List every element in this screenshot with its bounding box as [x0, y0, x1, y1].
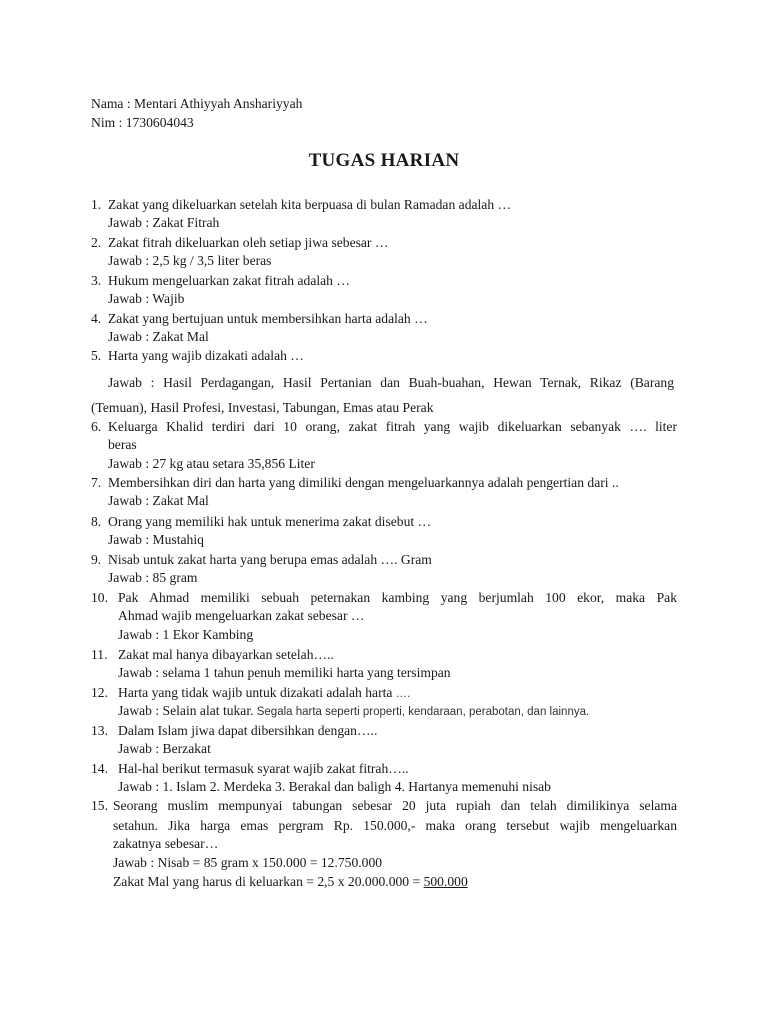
- answer-text: Jawab : 1. Islam 2. Merdeka 3. Berakal dan baligh 4. Hartanya memenuhi nisab: [118, 779, 551, 794]
- question-number: 1.: [91, 197, 102, 212]
- question-text: Zakat yang dikeluarkan setelah kita berpuasa di bulan Ramadan adalah …: [108, 197, 512, 212]
- question-text: Dalam Islam jiwa dapat dibersihkan dengan…..: [118, 723, 378, 738]
- answer-text-continued: (Temuan), Hasil Profesi, Investasi, Tabungan, Emas atau Perak: [91, 400, 434, 415]
- answer-text: Jawab : Hasil Perdagangan, Hasil Pertanian dan Buah-buahan, Hewan Ternak, Rikaz (Barang: [108, 375, 674, 390]
- answer-text: Jawab : 1 Ekor Kambing: [118, 627, 254, 642]
- question-text: Hal-hal berikut termasuk syarat wajib zakat fitrah…..: [118, 761, 409, 776]
- question-number: 8.: [91, 514, 102, 529]
- answer-calculation: [113, 873, 468, 891]
- answer-text: Jawab : 85 gram: [108, 570, 198, 585]
- student-name: Nama : Mentari Athiyyah Anshariyyah: [91, 96, 303, 111]
- question-text-continued: setahun. Jika harga emas pergram Rp. 150.000,- maka orang tersebut wajib mengeluarkan: [113, 818, 677, 833]
- answer-text: Jawab : 2,5 kg / 3,5 liter beras: [108, 253, 272, 268]
- calculation-formula: Zakat Mal yang harus di keluarkan = 2,5 x 20.000.000 =: [113, 874, 424, 889]
- question-text-continued: beras: [108, 437, 137, 452]
- answer-text: Jawab : Zakat Fitrah: [108, 215, 220, 230]
- question-text: Pak Ahmad memiliki sebuah peternakan kambing yang berjumlah 100 ekor, maka Pak: [118, 590, 677, 605]
- question-number: 5.: [91, 348, 102, 363]
- question-text: [118, 684, 410, 703]
- question-number: 2.: [91, 235, 102, 250]
- question-text: Hukum mengeluarkan zakat fitrah adalah …: [108, 273, 350, 288]
- question-number: 15.: [91, 798, 108, 813]
- answer-main: Jawab : Selain alat tukar.: [118, 703, 254, 718]
- answer-text: Jawab : Mustahiq: [108, 532, 204, 547]
- question-number: 6.: [91, 419, 102, 434]
- question-number: 14.: [91, 761, 108, 776]
- question-number: 3.: [91, 273, 102, 288]
- question-text: Seorang muslim mempunyai tabungan sebesar 20 juta rupiah dan telah dimilikinya selama: [113, 798, 677, 813]
- question-number: 9.: [91, 552, 102, 567]
- question-number: 11.: [91, 647, 108, 662]
- question-ellipsis: ….: [392, 688, 411, 700]
- question-text-continued: zakatnya sebesar…: [113, 836, 219, 851]
- question-number: 12.: [91, 685, 108, 700]
- question-text: Orang yang memiliki hak untuk menerima zakat disebut …: [108, 514, 432, 529]
- question-number: 4.: [91, 311, 102, 326]
- answer-extra: Segala harta seperti properti, kendaraan, perabotan, dan lainnya.: [253, 706, 590, 718]
- question-number: 13.: [91, 723, 108, 738]
- question-text: Zakat yang bertujuan untuk membersihkan harta adalah …: [108, 311, 428, 326]
- question-text: Harta yang wajib dizakati adalah …: [108, 348, 304, 363]
- question-text: Zakat fitrah dikeluarkan oleh setiap jiwa sebesar …: [108, 235, 389, 250]
- answer-text: Jawab : Zakat Mal: [108, 329, 209, 344]
- question-number: 7.: [91, 475, 102, 490]
- answer-text: [118, 702, 589, 721]
- question-text: Keluarga Khalid terdiri dari 10 orang, zakat fitrah yang wajib dikeluarkan sebanyak …. liter: [108, 419, 677, 434]
- calculation-result: 500.000: [423, 874, 468, 889]
- answer-text: Jawab : Nisab = 85 gram x 150.000 = 12.750.000: [113, 855, 383, 870]
- question-text-continued: Ahmad wajib mengeluarkan zakat sebesar …: [118, 608, 365, 623]
- page-title: TUGAS HARIAN: [308, 150, 460, 171]
- student-nim: Nim : 1730604043: [91, 115, 194, 130]
- answer-text: Jawab : Berzakat: [118, 741, 211, 756]
- answer-text: Jawab : Zakat Mal: [108, 493, 209, 508]
- question-number: 10.: [91, 590, 108, 605]
- answer-text: Jawab : selama 1 tahun penuh memiliki harta yang tersimpan: [118, 665, 451, 680]
- answer-text: Jawab : Wajib: [108, 291, 185, 306]
- question-main: Harta yang tidak wajib untuk dizakati adalah harta: [118, 685, 393, 700]
- question-text: Membersihkan diri dan harta yang dimiliki dengan mengeluarkannya adalah pengertian dari ..: [108, 475, 619, 490]
- answer-text: Jawab : 27 kg atau setara 35,856 Liter: [108, 456, 315, 471]
- question-text: Nisab untuk zakat harta yang berupa emas adalah …. Gram: [108, 552, 432, 567]
- question-text: Zakat mal hanya dibayarkan setelah…..: [118, 647, 334, 662]
